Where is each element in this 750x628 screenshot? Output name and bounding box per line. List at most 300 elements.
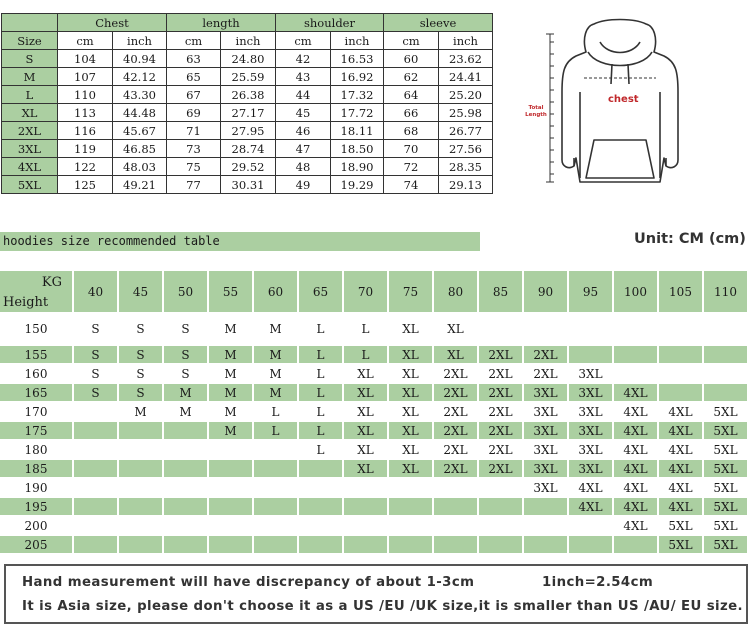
size-row: [2, 158, 493, 176]
height-cell: 165: [0, 383, 73, 402]
measurement-cell: 45.67: [113, 122, 167, 140]
weight-header-cell: 80: [433, 271, 478, 313]
height-row: [0, 364, 748, 383]
total-length-label: Total: [528, 105, 544, 111]
size-cell: 5XL: [2, 176, 58, 194]
measurement-cell: 27.95: [221, 122, 276, 140]
recommended-size-cell: [208, 478, 253, 497]
measurement-cell: 49.21: [113, 176, 167, 194]
measurement-cell: 27.56: [439, 140, 493, 158]
recommended-size-cell: M: [253, 313, 298, 345]
height-row: [0, 535, 748, 554]
measurement-cell: 48.03: [113, 158, 167, 176]
measurement-cell: 16.92: [331, 68, 384, 86]
recommended-size-cell: 3XL: [568, 402, 613, 421]
height-label: Height: [3, 295, 49, 310]
recommended-size-cell: 2XL: [433, 383, 478, 402]
recommended-size-cell: 5XL: [703, 440, 748, 459]
recommended-size-cell: [388, 535, 433, 554]
recommended-size-cell: [163, 421, 208, 440]
hoodie-diagram: [518, 12, 700, 190]
measurement-cell: 65: [167, 68, 221, 86]
recommended-size-cell: [388, 516, 433, 535]
recommended-size-cell: 2XL: [433, 459, 478, 478]
unit-header: cm: [58, 32, 113, 50]
recommended-size-cell: XL: [388, 345, 433, 364]
shoulder-header: shoulder: [276, 14, 384, 32]
recommended-size-cell: [343, 478, 388, 497]
height-row: [0, 313, 748, 345]
size-measurement-table: [1, 13, 493, 194]
measurement-cell: 119: [58, 140, 113, 158]
weight-header-cell: 105: [658, 271, 703, 313]
recommended-size-cell: [478, 535, 523, 554]
weight-header-cell: 95: [568, 271, 613, 313]
weight-header-cell: 70: [343, 271, 388, 313]
recommended-size-cell: M: [253, 345, 298, 364]
recommended-size-cell: 5XL: [703, 402, 748, 421]
recommended-size-cell: [658, 313, 703, 345]
weight-header-cell: 55: [208, 271, 253, 313]
recommended-size-cell: L: [298, 313, 343, 345]
inch-conversion-note: 1inch=2.54cm: [542, 575, 654, 590]
weight-header-cell: 60: [253, 271, 298, 313]
recommended-size-cell: [163, 478, 208, 497]
recommended-size-cell: 2XL: [433, 440, 478, 459]
measurement-note: [4, 564, 748, 624]
weight-header-cell: 110: [703, 271, 748, 313]
size-table-body: [2, 50, 493, 194]
measurement-cell: 60: [384, 50, 439, 68]
height-row: [0, 516, 748, 535]
recommended-size-cell: 2XL: [478, 383, 523, 402]
unit-header: inch: [439, 32, 493, 50]
recommended-size-cell: [73, 402, 118, 421]
recommended-size-cell: [118, 516, 163, 535]
measurement-cell: 62: [384, 68, 439, 86]
measurement-cell: 63: [167, 50, 221, 68]
recommended-size-cell: [118, 421, 163, 440]
recommended-size-cell: 4XL: [568, 478, 613, 497]
size-row: [2, 104, 493, 122]
recommended-size-cell: [163, 440, 208, 459]
recommended-size-cell: 3XL: [523, 440, 568, 459]
measurement-cell: 25.20: [439, 86, 493, 104]
recommended-size-cell: [253, 535, 298, 554]
recommended-size-cell: [298, 516, 343, 535]
recommended-size-cell: 2XL: [478, 402, 523, 421]
size-header: Size: [2, 32, 58, 50]
recommended-size-cell: [703, 383, 748, 402]
recommended-size-cell: 5XL: [703, 459, 748, 478]
recommended-size-cell: L: [253, 421, 298, 440]
recommended-size-cell: [343, 497, 388, 516]
recommended-size-cell: L: [343, 313, 388, 345]
measurement-cell: 44: [276, 86, 331, 104]
size-row: [2, 50, 493, 68]
recommended-size-cell: M: [208, 421, 253, 440]
height-row: [0, 402, 748, 421]
measurement-cell: 16.53: [331, 50, 384, 68]
recommended-size-cell: [568, 535, 613, 554]
recommended-size-cell: XL: [388, 459, 433, 478]
recommended-size-cell: [568, 516, 613, 535]
measurement-cell: 24.80: [221, 50, 276, 68]
recommended-size-cell: 4XL: [568, 497, 613, 516]
height-cell: 155: [0, 345, 73, 364]
recommended-size-cell: 2XL: [523, 345, 568, 364]
unit-header-row: [2, 32, 493, 50]
measurement-cell: 24.41: [439, 68, 493, 86]
recommend-table-title: hoodies size recommended table: [0, 232, 480, 251]
unit-header: inch: [113, 32, 167, 50]
chest-header: Chest: [58, 14, 167, 32]
recommended-size-cell: M: [208, 345, 253, 364]
recommended-size-cell: [163, 497, 208, 516]
unit-header: cm: [167, 32, 221, 50]
recommended-size-cell: 5XL: [703, 535, 748, 554]
size-cell: 3XL: [2, 140, 58, 158]
recommended-size-cell: [73, 535, 118, 554]
measurement-cell: 18.50: [331, 140, 384, 158]
recommended-size-cell: 5XL: [703, 421, 748, 440]
recommended-size-cell: M: [208, 402, 253, 421]
recommended-size-cell: XL: [388, 421, 433, 440]
weight-header-cell: 100: [613, 271, 658, 313]
size-row: [2, 140, 493, 158]
recommended-size-cell: [73, 478, 118, 497]
unit-label: Unit: CM (cm): [634, 231, 746, 247]
recommended-size-cell: [433, 535, 478, 554]
size-cell: S: [2, 50, 58, 68]
size-cell: L: [2, 86, 58, 104]
recommended-size-cell: 5XL: [658, 535, 703, 554]
size-cell: XL: [2, 104, 58, 122]
recommended-size-cell: L: [343, 345, 388, 364]
measurement-cell: 26.77: [439, 122, 493, 140]
unit-header: cm: [384, 32, 439, 50]
height-cell: 175: [0, 421, 73, 440]
recommended-size-cell: 2XL: [478, 421, 523, 440]
height-row: [0, 440, 748, 459]
measurement-cell: 42: [276, 50, 331, 68]
recommended-size-cell: [388, 497, 433, 516]
recommended-size-cell: [433, 497, 478, 516]
height-cell: 150: [0, 313, 73, 345]
recommended-size-cell: 4XL: [613, 459, 658, 478]
weight-header-cell: 75: [388, 271, 433, 313]
recommended-size-cell: [658, 364, 703, 383]
measurement-cell: 110: [58, 86, 113, 104]
weight-header-row: [0, 271, 748, 313]
measurement-cell: 67: [167, 86, 221, 104]
measurement-cell: 45: [276, 104, 331, 122]
height-row: [0, 421, 748, 440]
recommended-size-cell: M: [208, 313, 253, 345]
recommended-size-cell: 4XL: [613, 402, 658, 421]
recommended-size-cell: [298, 535, 343, 554]
recommended-size-cell: L: [298, 364, 343, 383]
recommended-size-cell: [208, 440, 253, 459]
measurement-cell: 47: [276, 140, 331, 158]
recommended-size-cell: [523, 497, 568, 516]
recommended-size-cell: 5XL: [703, 478, 748, 497]
recommended-size-cell: XL: [433, 313, 478, 345]
measurement-cell: 42.12: [113, 68, 167, 86]
measurement-cell: 43: [276, 68, 331, 86]
recommended-size-cell: XL: [388, 440, 433, 459]
recommended-size-cell: S: [118, 345, 163, 364]
measurement-cell: 43.30: [113, 86, 167, 104]
recommended-size-cell: 4XL: [658, 459, 703, 478]
recommended-size-cell: [253, 497, 298, 516]
recommended-size-cell: 4XL: [658, 497, 703, 516]
measurement-cell: 30.31: [221, 176, 276, 194]
recommended-size-cell: [613, 535, 658, 554]
length-header: length: [167, 14, 276, 32]
height-row: [0, 497, 748, 516]
recommended-size-cell: 3XL: [568, 440, 613, 459]
recommended-size-cell: [523, 535, 568, 554]
recommended-size-cell: L: [298, 402, 343, 421]
recommended-size-cell: [73, 421, 118, 440]
measurement-cell: 68: [384, 122, 439, 140]
length-measure-line: [546, 34, 554, 182]
height-cell: 195: [0, 497, 73, 516]
recommended-size-cell: 4XL: [613, 421, 658, 440]
recommended-size-cell: 5XL: [658, 516, 703, 535]
size-recommendation-table: [0, 271, 749, 555]
height-cell: 185: [0, 459, 73, 478]
measurement-cell: 17.72: [331, 104, 384, 122]
recommended-size-cell: [703, 364, 748, 383]
recommended-size-cell: [433, 478, 478, 497]
measurement-cell: 122: [58, 158, 113, 176]
recommended-size-cell: [523, 313, 568, 345]
recommended-size-cell: 5XL: [703, 497, 748, 516]
recommended-size-cell: [73, 497, 118, 516]
recommended-size-cell: [343, 535, 388, 554]
recommended-size-cell: 4XL: [658, 478, 703, 497]
recommended-size-cell: [208, 535, 253, 554]
height-row: [0, 345, 748, 364]
size-row: [2, 176, 493, 194]
recommended-size-cell: M: [208, 364, 253, 383]
measurement-cell: 29.52: [221, 158, 276, 176]
measurement-cell: 104: [58, 50, 113, 68]
measurement-cell: 27.17: [221, 104, 276, 122]
measurement-cell: 74: [384, 176, 439, 194]
recommended-size-cell: 3XL: [523, 478, 568, 497]
measurement-cell: 40.94: [113, 50, 167, 68]
recommended-size-cell: 2XL: [478, 459, 523, 478]
measurement-cell: 29.13: [439, 176, 493, 194]
measurement-cell: 46.85: [113, 140, 167, 158]
recommended-size-cell: [658, 345, 703, 364]
recommended-size-cell: [568, 313, 613, 345]
recommended-size-cell: 2XL: [433, 402, 478, 421]
measurement-cell: 19.29: [331, 176, 384, 194]
recommended-size-cell: S: [163, 364, 208, 383]
total-length-label: Length: [525, 112, 547, 118]
recommended-size-cell: [208, 516, 253, 535]
measurement-cell: 48: [276, 158, 331, 176]
recommended-size-cell: [568, 345, 613, 364]
recommended-size-cell: [73, 440, 118, 459]
recommended-size-cell: XL: [343, 402, 388, 421]
height-row: [0, 478, 748, 497]
asia-size-warning: It is Asia size, please don't choose it as a US /EU /UK size,it is smaller than US /AU/ EU size.: [22, 599, 744, 614]
height-cell: 205: [0, 535, 73, 554]
measurement-cell: 17.32: [331, 86, 384, 104]
recommended-size-cell: S: [73, 345, 118, 364]
recommended-size-cell: [613, 313, 658, 345]
height-row: [0, 383, 748, 402]
sleeve-header: sleeve: [384, 14, 493, 32]
recommended-size-cell: M: [118, 402, 163, 421]
height-cell: 180: [0, 440, 73, 459]
group-header-row: [2, 14, 493, 32]
recommended-size-cell: [253, 459, 298, 478]
height-row: [0, 459, 748, 478]
weight-header-cell: 65: [298, 271, 343, 313]
recommended-size-cell: [253, 516, 298, 535]
weight-header-cell: 50: [163, 271, 208, 313]
recommended-size-cell: 2XL: [433, 421, 478, 440]
recommended-size-cell: XL: [343, 421, 388, 440]
recommended-size-cell: 3XL: [568, 421, 613, 440]
recommended-size-cell: S: [118, 383, 163, 402]
recommended-size-cell: L: [253, 402, 298, 421]
recommended-size-cell: S: [73, 383, 118, 402]
recommended-size-cell: XL: [343, 364, 388, 383]
measurement-cell: 64: [384, 86, 439, 104]
measurement-cell: 25.98: [439, 104, 493, 122]
recommended-size-cell: [208, 497, 253, 516]
measurement-cell: 18.11: [331, 122, 384, 140]
measurement-cell: 66: [384, 104, 439, 122]
recommended-size-cell: XL: [433, 345, 478, 364]
measurement-cell: 71: [167, 122, 221, 140]
recommended-size-cell: 4XL: [613, 383, 658, 402]
height-cell: 170: [0, 402, 73, 421]
recommended-size-cell: 4XL: [613, 478, 658, 497]
recommended-size-cell: [73, 516, 118, 535]
recommended-size-cell: 2XL: [523, 364, 568, 383]
recommended-size-cell: [118, 497, 163, 516]
recommended-size-cell: [523, 516, 568, 535]
recommended-size-cell: [388, 478, 433, 497]
recommended-size-cell: [163, 516, 208, 535]
recommended-size-cell: 2XL: [478, 440, 523, 459]
recommended-size-cell: L: [298, 440, 343, 459]
corner-cell: [2, 14, 58, 32]
recommended-size-cell: S: [73, 364, 118, 383]
measurement-cell: 113: [58, 104, 113, 122]
recommended-size-cell: 3XL: [523, 421, 568, 440]
recommended-size-cell: [208, 459, 253, 478]
recommended-size-cell: 4XL: [613, 497, 658, 516]
recommended-size-cell: S: [163, 345, 208, 364]
size-cell: 4XL: [2, 158, 58, 176]
recommended-size-cell: 4XL: [658, 421, 703, 440]
recommended-size-cell: L: [298, 421, 343, 440]
recommended-size-cell: M: [163, 383, 208, 402]
recommended-size-cell: 2XL: [433, 364, 478, 383]
recommended-size-cell: XL: [388, 313, 433, 345]
size-cell: 2XL: [2, 122, 58, 140]
measurement-cell: 69: [167, 104, 221, 122]
recommended-size-cell: [613, 364, 658, 383]
recommended-size-cell: XL: [388, 364, 433, 383]
recommended-size-cell: S: [118, 364, 163, 383]
unit-header: inch: [221, 32, 276, 50]
recommended-size-cell: [343, 516, 388, 535]
unit-header: inch: [331, 32, 384, 50]
recommended-size-cell: [298, 497, 343, 516]
measurement-cell: 18.90: [331, 158, 384, 176]
measurement-cell: 25.59: [221, 68, 276, 86]
measurement-cell: 44.48: [113, 104, 167, 122]
measurement-cell: 49: [276, 176, 331, 194]
weight-header-cell: 45: [118, 271, 163, 313]
recommended-size-cell: [478, 497, 523, 516]
recommended-size-cell: 3XL: [523, 402, 568, 421]
recommended-size-cell: [298, 478, 343, 497]
measurement-cell: 28.74: [221, 140, 276, 158]
recommended-size-cell: M: [163, 402, 208, 421]
weight-header-cell: 40: [73, 271, 118, 313]
recommended-size-cell: [703, 313, 748, 345]
recommended-size-cell: L: [298, 383, 343, 402]
recommended-size-cell: [433, 516, 478, 535]
unit-header: cm: [276, 32, 331, 50]
recommended-size-cell: [478, 478, 523, 497]
recommended-size-cell: [118, 535, 163, 554]
height-cell: 160: [0, 364, 73, 383]
measurement-cell: 75: [167, 158, 221, 176]
recommended-size-cell: 4XL: [613, 440, 658, 459]
recommended-size-cell: [658, 383, 703, 402]
recommended-size-cell: [73, 459, 118, 478]
recommended-size-cell: [298, 459, 343, 478]
measurement-cell: 116: [58, 122, 113, 140]
measurement-cell: 72: [384, 158, 439, 176]
size-row: [2, 86, 493, 104]
discrepancy-note: Hand measurement will have discrepancy of about 1-3cm: [22, 575, 475, 590]
size-cell: M: [2, 68, 58, 86]
measurement-cell: 46: [276, 122, 331, 140]
recommended-size-cell: S: [163, 313, 208, 345]
recommended-size-cell: 4XL: [658, 440, 703, 459]
recommended-size-cell: 5XL: [703, 516, 748, 535]
recommended-size-cell: 3XL: [568, 364, 613, 383]
kg-label: KG: [41, 275, 62, 290]
measurement-cell: 70: [384, 140, 439, 158]
recommended-size-cell: [253, 478, 298, 497]
measurement-cell: 26.38: [221, 86, 276, 104]
recommended-size-cell: S: [73, 313, 118, 345]
weight-header-cell: 90: [523, 271, 568, 313]
recommended-size-cell: XL: [343, 383, 388, 402]
recommended-size-cell: M: [253, 383, 298, 402]
recommended-size-cell: [613, 345, 658, 364]
recommended-size-cell: 4XL: [658, 402, 703, 421]
recommended-size-cell: 2XL: [478, 364, 523, 383]
height-cell: 200: [0, 516, 73, 535]
recommended-size-cell: 3XL: [568, 383, 613, 402]
measurement-cell: 73: [167, 140, 221, 158]
